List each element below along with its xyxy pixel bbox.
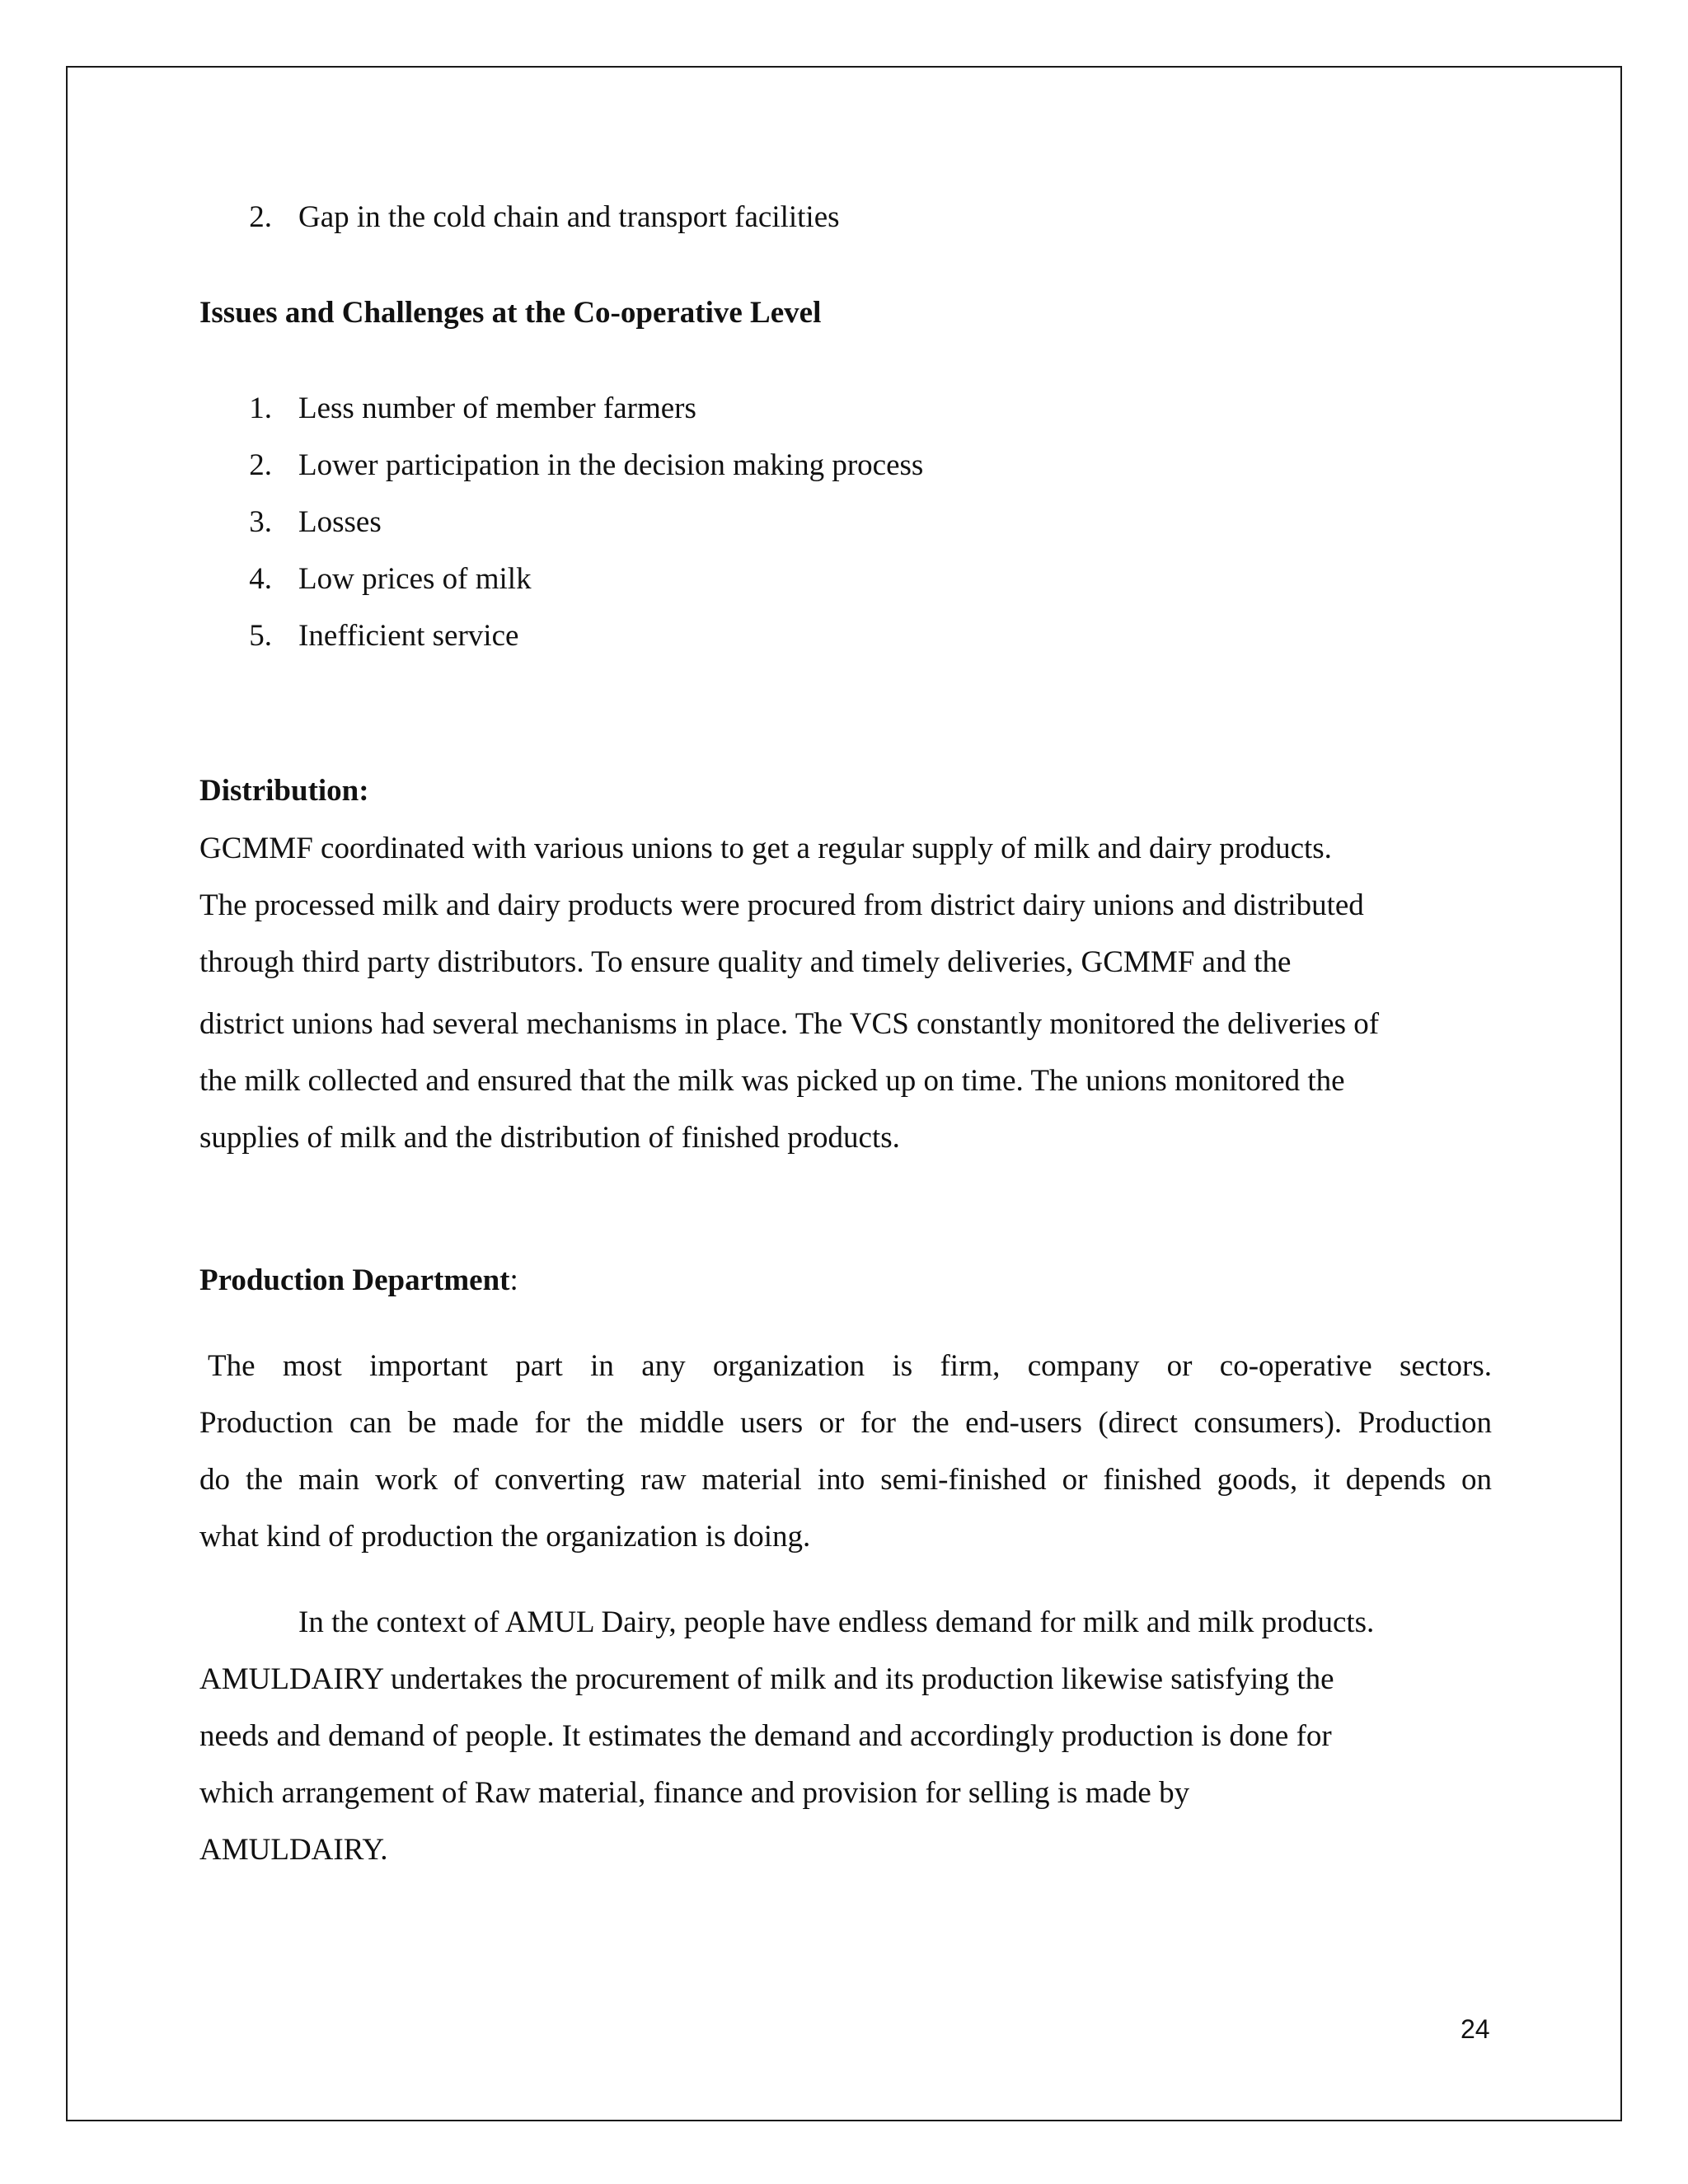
- list-number: 2.: [249, 448, 272, 482]
- list-item: Less number of member farmers: [298, 391, 696, 425]
- section-heading-distribution: Distribution:: [199, 774, 369, 808]
- paragraph-line: which arrangement of Raw material, finance and provision for selling is made by: [199, 1776, 1190, 1810]
- list-number: 1.: [249, 391, 272, 425]
- paragraph-line: The most important part in any organization is firm, company or co-operative sectors.: [208, 1349, 1492, 1383]
- list-item: Lower participation in the decision making process: [298, 448, 924, 482]
- paragraph-line: supplies of milk and the distribution of finished products.: [199, 1121, 900, 1155]
- production-heading-colon: :: [509, 1263, 518, 1297]
- paragraph-line: the milk collected and ensured that the milk was picked up on time. The unions monitored the: [199, 1064, 1345, 1098]
- page-number: 24: [1461, 2014, 1490, 2044]
- paragraph-line: what kind of production the organization is doing.: [199, 1520, 811, 1554]
- paragraph-line: needs and demand of people. It estimates the demand and accordingly production is done for: [199, 1719, 1332, 1753]
- paragraph-line: district unions had several mechanisms in place. The VCS constantly monitored the deliveries of: [199, 1007, 1380, 1041]
- paragraph-line: AMULDAIRY.: [199, 1833, 388, 1867]
- paragraph-line: Production can be made for the middle users or for the end-users (direct consumers). Production: [199, 1406, 1492, 1440]
- list-item: Inefficient service: [298, 619, 519, 653]
- list-number: 2.: [249, 200, 272, 234]
- list-number: 5.: [249, 619, 272, 653]
- section-heading-coop: Issues and Challenges at the Co-operative Level: [199, 296, 822, 330]
- paragraph-line: AMULDAIRY undertakes the procurement of milk and its production likewise satisfying the: [199, 1662, 1334, 1696]
- paragraph-line: In the context of AMUL Dairy, people have endless demand for milk and milk products.: [298, 1605, 1375, 1639]
- list-number: 4.: [249, 562, 272, 596]
- paragraph-line: do the main work of converting raw material into semi-finished or finished goods, it depends on: [199, 1463, 1492, 1497]
- production-heading-text: Production Department: [199, 1263, 510, 1297]
- section-heading-production: [199, 1263, 518, 1299]
- list-number: 3.: [249, 505, 272, 539]
- list-item: Low prices of milk: [298, 562, 532, 596]
- paragraph-line: GCMMF coordinated with various unions to get a regular supply of milk and dairy products.: [199, 832, 1332, 865]
- paragraph-line: through third party distributors. To ensure quality and timely deliveries, GCMMF and the: [199, 945, 1292, 979]
- paragraph-line: The processed milk and dairy products were procured from district dairy unions and distributed: [199, 888, 1364, 922]
- list-item: Gap in the cold chain and transport facilities: [298, 200, 840, 234]
- list-item: Losses: [298, 505, 382, 539]
